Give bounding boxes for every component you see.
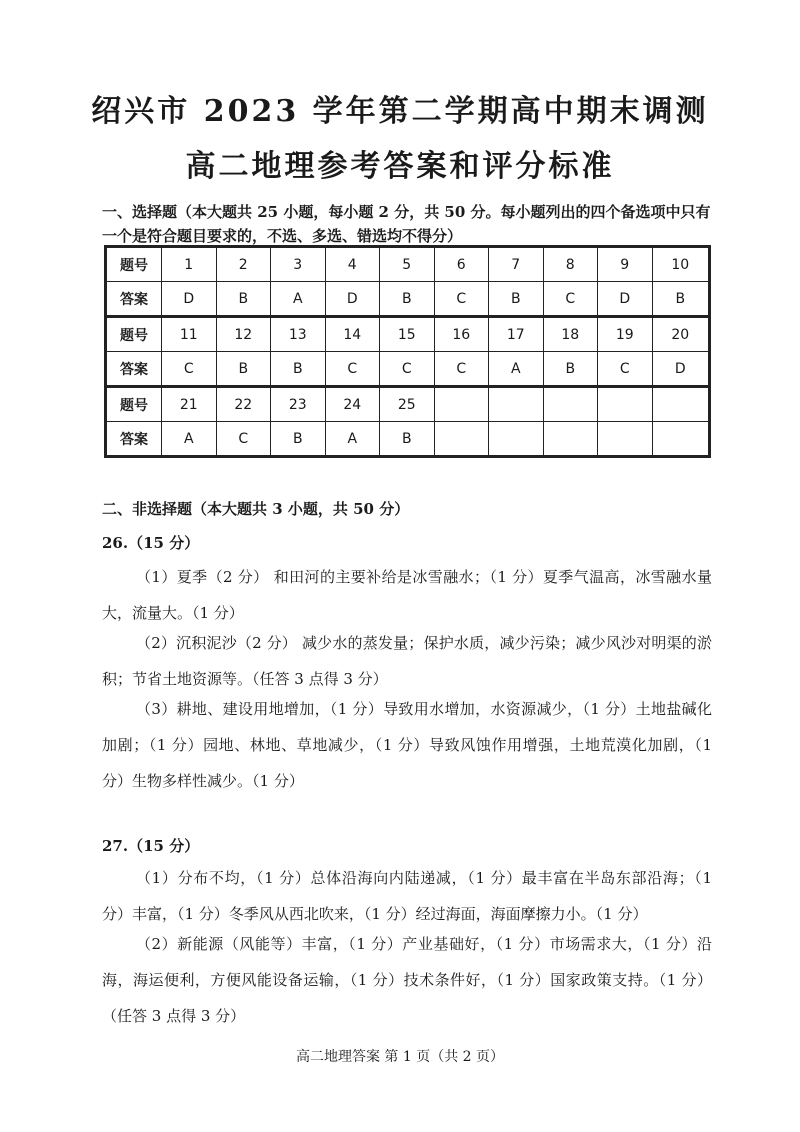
question-26-part-3: （3）耕地、建设用地增加，（1 分）导致用水增加，水资源减少，（1 分）土地盐碱化加剧；（1 分）园地、林地、草地减少，（1 分）导致风蚀作用增强，土地荒漠化加剧，（1 分）生物多样性减少。（1 分） bbox=[102, 700, 712, 790]
answer-cell: B bbox=[380, 422, 435, 457]
answer-cell: D bbox=[162, 282, 217, 317]
question-27-heading: 27.（15 分） bbox=[102, 837, 200, 855]
table-row-question-numbers bbox=[106, 387, 710, 422]
table-row-answers bbox=[106, 282, 710, 317]
answer-cell: D bbox=[325, 282, 380, 317]
answer-cell: B bbox=[271, 352, 326, 387]
question-number: 20 bbox=[652, 317, 710, 352]
answer-cell: B bbox=[216, 282, 271, 317]
question-number: 19 bbox=[598, 317, 653, 352]
answer-cell: D bbox=[652, 352, 710, 387]
answer-cell: C bbox=[434, 352, 489, 387]
answer-cell: A bbox=[489, 352, 544, 387]
answer-cell bbox=[652, 422, 710, 457]
question-number bbox=[652, 387, 710, 422]
table-row-question-numbers bbox=[106, 317, 710, 352]
question-number: 4 bbox=[325, 247, 380, 282]
question-number bbox=[434, 387, 489, 422]
question-number: 17 bbox=[489, 317, 544, 352]
answer-cell: B bbox=[489, 282, 544, 317]
question-number: 21 bbox=[162, 387, 217, 422]
section1-heading: 一、选择题（本大题共 25 小题，每小题 2 分，共 50 分。每小题列出的四个备选项中只有一个是符合题目要求的，不选、多选、错选均不得分） bbox=[102, 203, 711, 245]
question-26-part-1: （1）夏季（2 分） 和田河的主要补给是冰雪融水；（1 分）夏季气温高，冰雪融水量大，流量大。（1 分） bbox=[102, 568, 712, 622]
answer-label: 答案 bbox=[106, 352, 162, 387]
question-number: 3 bbox=[271, 247, 326, 282]
answer-cell: D bbox=[598, 282, 653, 317]
answer-cell: A bbox=[162, 422, 217, 457]
answer-cell: C bbox=[162, 352, 217, 387]
question-label: 题号 bbox=[106, 247, 162, 282]
question-number: 5 bbox=[380, 247, 435, 282]
question-number: 7 bbox=[489, 247, 544, 282]
answer-cell: C bbox=[434, 282, 489, 317]
question-27-part-1: （1）分布不均，（1 分）总体沿海向内陆递减，（1 分）最丰富在半岛东部沿海；（1 分）丰富，（1 分）冬季风从西北吹来，（1 分）经过海面，海面摩擦力小。（1 分） bbox=[102, 869, 712, 923]
answer-cell: C bbox=[543, 282, 598, 317]
answer-cell bbox=[489, 422, 544, 457]
question-number: 13 bbox=[271, 317, 326, 352]
question-number: 15 bbox=[380, 317, 435, 352]
answer-cell: C bbox=[216, 422, 271, 457]
answer-label: 答案 bbox=[106, 282, 162, 317]
answer-cell: B bbox=[380, 282, 435, 317]
question-label: 题号 bbox=[106, 387, 162, 422]
table-row-answers bbox=[106, 352, 710, 387]
question-number: 1 bbox=[162, 247, 217, 282]
answer-cell: B bbox=[216, 352, 271, 387]
question-number: 22 bbox=[216, 387, 271, 422]
document-title: 绍兴市 2023 学年第二学期高中期末调测 bbox=[91, 94, 709, 129]
table-row-answers bbox=[106, 422, 710, 457]
question-number: 8 bbox=[543, 247, 598, 282]
answer-table bbox=[104, 245, 711, 458]
document-subtitle: 高二地理参考答案和评分标准 bbox=[185, 149, 615, 184]
answer-cell: B bbox=[271, 422, 326, 457]
answer-cell: A bbox=[271, 282, 326, 317]
question-number: 10 bbox=[652, 247, 710, 282]
answer-cell: B bbox=[543, 352, 598, 387]
question-number bbox=[543, 387, 598, 422]
page-footer: 高二地理答案 第 1 页（共 2 页） bbox=[295, 1049, 505, 1065]
table-row-question-numbers bbox=[106, 247, 710, 282]
answer-cell bbox=[543, 422, 598, 457]
section2-heading: 二、非选择题（本大题共 3 小题，共 50 分） bbox=[102, 500, 410, 518]
question-number: 16 bbox=[434, 317, 489, 352]
question-number: 18 bbox=[543, 317, 598, 352]
question-number: 12 bbox=[216, 317, 271, 352]
question-number bbox=[489, 387, 544, 422]
question-number: 14 bbox=[325, 317, 380, 352]
question-number: 25 bbox=[380, 387, 435, 422]
answer-cell: B bbox=[652, 282, 710, 317]
question-number: 9 bbox=[598, 247, 653, 282]
answer-cell: C bbox=[380, 352, 435, 387]
question-label: 题号 bbox=[106, 317, 162, 352]
question-26-heading: 26.（15 分） bbox=[102, 534, 200, 552]
question-number: 2 bbox=[216, 247, 271, 282]
answer-cell: C bbox=[598, 352, 653, 387]
answer-cell bbox=[434, 422, 489, 457]
answer-label: 答案 bbox=[106, 422, 162, 457]
question-number: 23 bbox=[271, 387, 326, 422]
question-27-part-2: （2）新能源（风能等）丰富，（1 分）产业基础好，（1 分）市场需求大，（1 分）沿海，海运便利，方便风能设备运输，（1 分）技术条件好，（1 分）国家政策支持。（1 分）（任答 3 点得 3 分） bbox=[102, 935, 712, 1025]
answer-cell bbox=[598, 422, 653, 457]
question-26-part-2: （2）沉积泥沙（2 分） 减少水的蒸发量；保护水质，减少污染；减少风沙对明渠的淤积；节省土地资源等。（任答 3 点得 3 分） bbox=[102, 634, 712, 688]
question-number bbox=[598, 387, 653, 422]
question-number: 11 bbox=[162, 317, 217, 352]
question-number: 6 bbox=[434, 247, 489, 282]
question-number: 24 bbox=[325, 387, 380, 422]
answer-cell: C bbox=[325, 352, 380, 387]
answer-cell: A bbox=[325, 422, 380, 457]
